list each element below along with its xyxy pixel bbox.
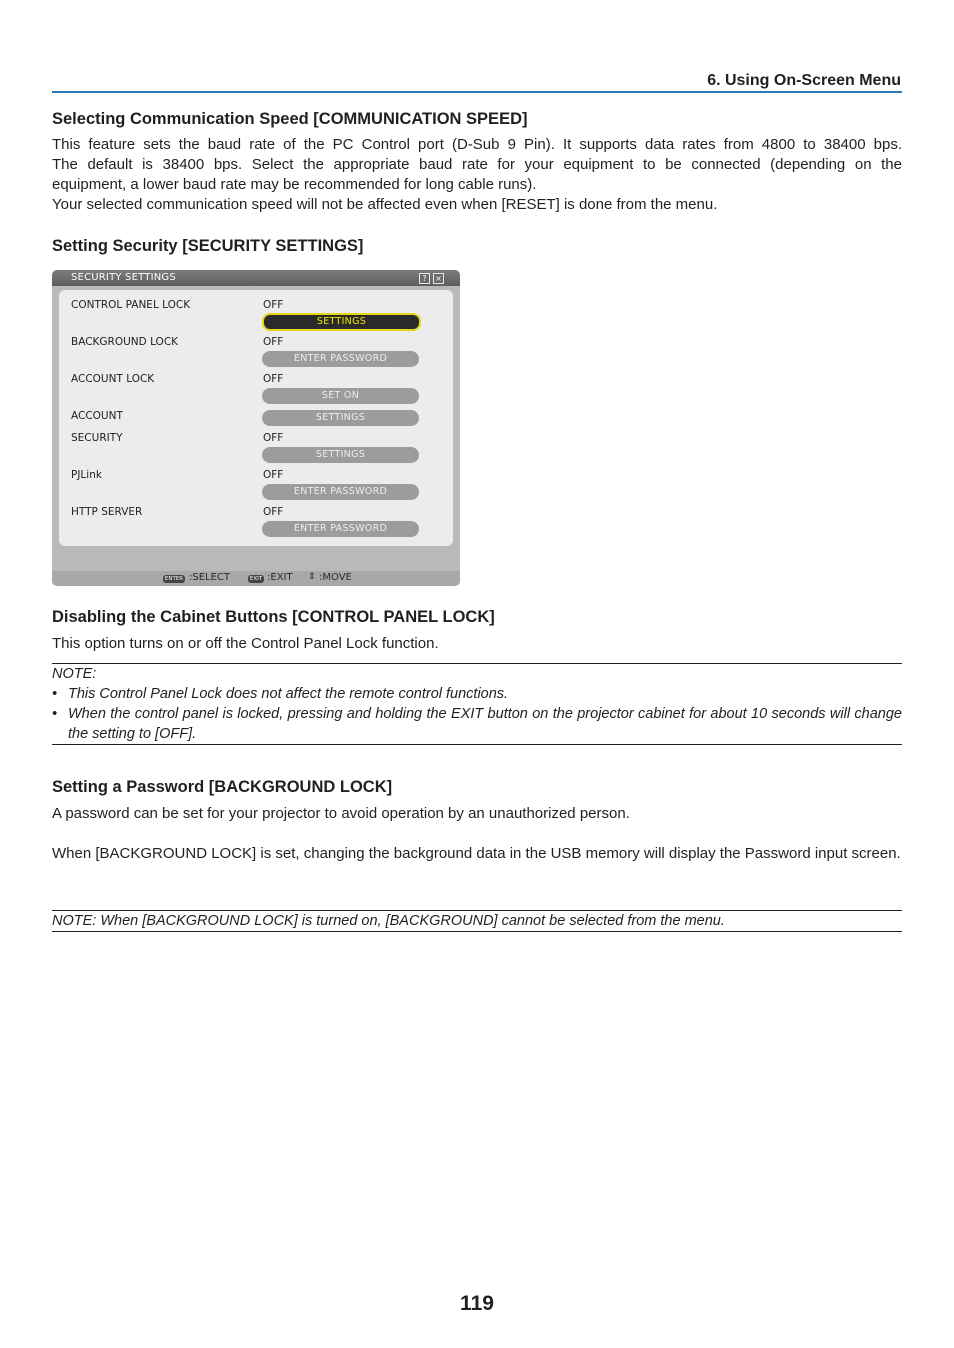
paragraph-line: This feature sets the baud rate of the PC Control port (D-Sub 9 Pin). It supports data rates from 4800 to 38400 bps. bbox=[52, 136, 902, 153]
security-value: OFF bbox=[263, 432, 284, 444]
control-panel-lock-settings-button[interactable]: SETTINGS bbox=[262, 313, 421, 331]
menu-footer bbox=[52, 571, 460, 586]
background-lock-password-button[interactable]: ENTER PASSWORD bbox=[262, 351, 419, 367]
section-title-background-lock: Setting a Password [BACKGROUND LOCK] bbox=[52, 778, 393, 796]
header-rule bbox=[52, 91, 902, 93]
chapter-header: 6. Using On-Screen Menu bbox=[707, 72, 901, 89]
section-title-communication-speed: Selecting Communication Speed [COMMUNICATION SPEED] bbox=[52, 110, 528, 128]
section-title-control-panel-lock: Disabling the Cabinet Buttons [CONTROL PANEL LOCK] bbox=[52, 608, 495, 626]
note-label: NOTE: bbox=[52, 666, 97, 682]
security-settings-menu bbox=[52, 270, 460, 586]
move-hint: :MOVE bbox=[319, 572, 352, 583]
exit-key-icon: EXIT bbox=[249, 576, 263, 582]
background-lock-note bbox=[52, 910, 902, 932]
enter-key-icon: ENTER bbox=[164, 576, 184, 582]
background-lock-label: BACKGROUND LOCK bbox=[71, 336, 179, 348]
exit-hint: :EXIT bbox=[267, 572, 293, 583]
http-server-label: HTTP SERVER bbox=[71, 506, 143, 518]
note-bullet: • This Control Panel Lock does not affect the remote control functions. bbox=[52, 684, 902, 704]
pjlink-value: OFF bbox=[263, 469, 284, 481]
control-panel-lock-text: This option turns on or off the Control Panel Lock function. bbox=[52, 635, 439, 652]
communication-speed-text bbox=[52, 135, 902, 215]
select-hint: :SELECT bbox=[189, 572, 231, 583]
account-settings-button[interactable]: SETTINGS bbox=[262, 410, 419, 426]
http-server-password-button[interactable]: ENTER PASSWORD bbox=[262, 521, 419, 537]
control-panel-lock-label: CONTROL PANEL LOCK bbox=[71, 299, 191, 311]
account-lock-label: ACCOUNT LOCK bbox=[71, 373, 155, 385]
move-arrows-icon: ⇕ bbox=[308, 572, 316, 582]
background-lock-text-2: When [BACKGROUND LOCK] is set, changing the background data in the USB memory will display the Password input screen. bbox=[52, 845, 901, 862]
note-text: NOTE: When [BACKGROUND LOCK] is turned on, [BACKGROUND] cannot be selected from the menu. bbox=[52, 913, 725, 929]
help-icon[interactable]: ? bbox=[419, 273, 430, 284]
paragraph-line: The default is 38400 bps. Select the appropriate baud rate for your equipment to be connected (depending on the bbox=[52, 156, 902, 173]
page-number: 119 bbox=[460, 1292, 494, 1315]
account-label: ACCOUNT bbox=[71, 410, 123, 422]
note-bullet: • When the control panel is locked, pressing and holding the EXIT button on the projector cabinet for about 10 seconds will change the setting to [OFF]. bbox=[52, 704, 902, 744]
pjlink-label: PJLink bbox=[71, 469, 102, 481]
paragraph-line: equipment, a lower baud rate may be recommended for long cable runs). bbox=[52, 176, 537, 193]
account-lock-value: OFF bbox=[263, 373, 284, 385]
pjlink-password-button[interactable]: ENTER PASSWORD bbox=[262, 484, 419, 500]
http-server-value: OFF bbox=[263, 506, 284, 518]
control-panel-lock-value: OFF bbox=[263, 299, 284, 311]
background-lock-value: OFF bbox=[263, 336, 284, 348]
section-title-security-settings: Setting Security [SECURITY SETTINGS] bbox=[52, 237, 364, 255]
account-lock-set-on-button[interactable]: SET ON bbox=[262, 388, 419, 404]
menu-panel bbox=[59, 290, 453, 546]
background-lock-text-1: A password can be set for your projector to avoid operation by an unauthorized person. bbox=[52, 805, 630, 822]
security-label: SECURITY bbox=[71, 432, 123, 444]
menu-title: SECURITY SETTINGS bbox=[71, 272, 176, 283]
security-settings-button[interactable]: SETTINGS bbox=[262, 447, 419, 463]
close-icon[interactable]: × bbox=[433, 273, 444, 284]
control-panel-lock-note bbox=[52, 663, 902, 745]
menu-titlebar bbox=[52, 270, 460, 286]
paragraph-line: Your selected communication speed will not be affected even when [RESET] is done from the menu. bbox=[52, 196, 718, 213]
